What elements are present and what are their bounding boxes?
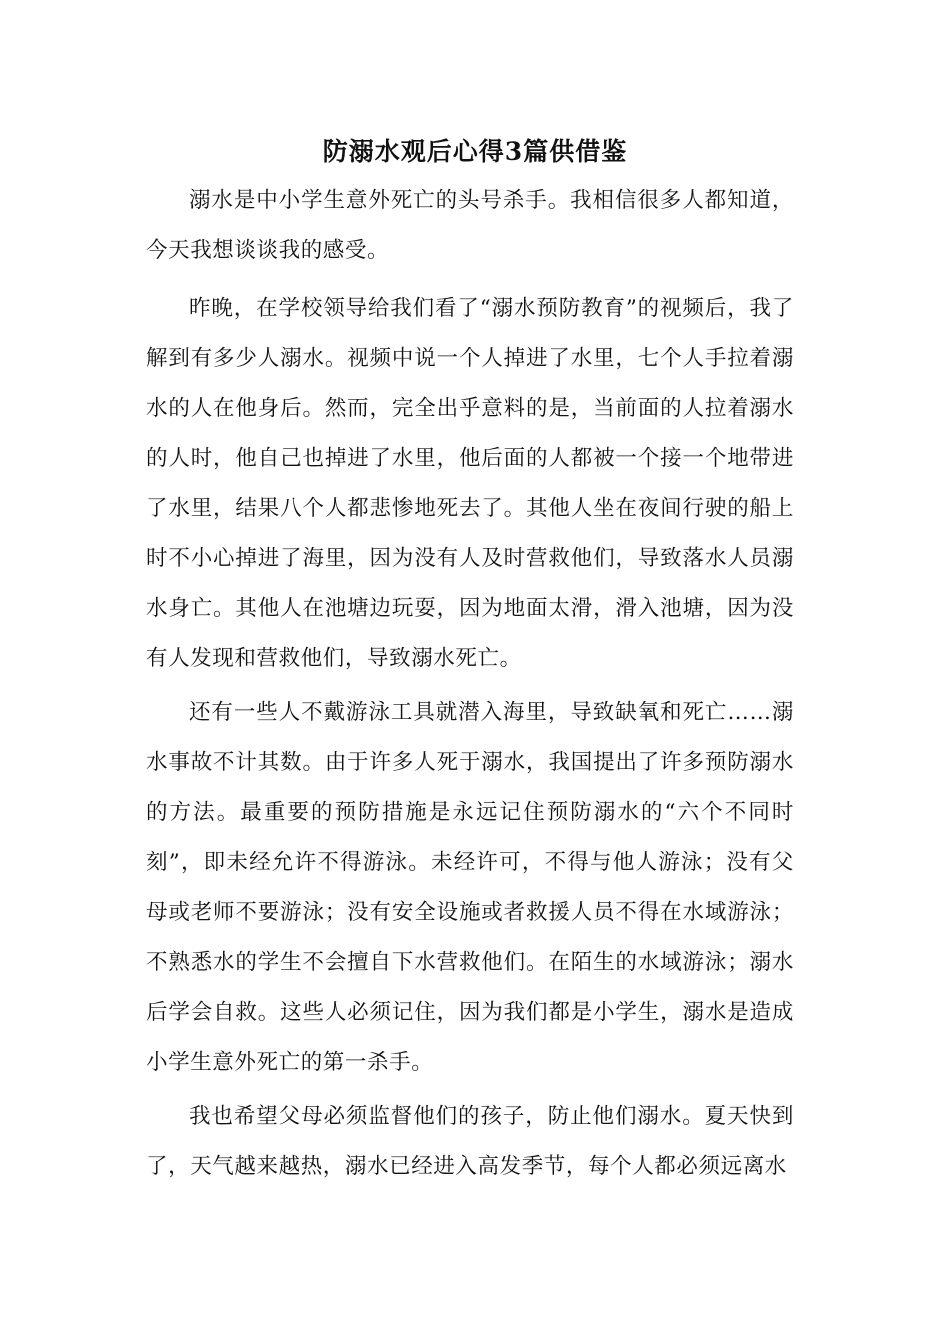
paragraph-3: 还有一些人不戴游泳工具就潜入海里，导致缺氧和死亡……溺水事故不计其数。由于许多人死于溺水，我国提出了许多预防溺水的方法。最重要的预防措施是永远记住预防溺水的“六个不同时刻”，即未经允许不得游泳。未经许可，不得与他人游泳；没有父母或老师不要游泳；没有安全设施或者救援人员不得在水域游泳；不熟悉水的学生不会擅自下水营救他们。在陌生的水域游泳；溺水后学会自救。这些人必须记住，因为我们都是小学生，溺水是造成小学生意外死亡的第一杀手。 [146, 700, 794, 1075]
document-title: 防溺水观后心得3篇供借鉴 [322, 137, 628, 166]
paragraph-4: 我也希望父母必须监督他们的孩子，防止他们溺水。夏天快到了，天气越来越热，溺水已经进入高发季节，每个人都必须远离水 [146, 1104, 794, 1179]
paragraph-2: 昨晚，在学校领导给我们看了“溺水预防教育”的视频后，我了解到有多少人溺水。视频中说一个人掉进了水里，七个人手拉着溺水的人在他身后。然而，完全出乎意料的是，当前面的人拉着溺水的人时，他自己也掉进了水里，他后面的人都被一个接一个地带进了水里，结果八个人都悲惨地死去了。其他人坐在夜间行驶的船上时不小心掉进了海里，因为没有人及时营救他们，导致落水人员溺水身亡。其他人在池塘边玩耍，因为地面太滑，滑入池塘，因为没有人发现和营救他们，导致溺水死亡。 [146, 296, 794, 671]
paragraph-1: 溺水是中小学生意外死亡的头号杀手。我相信很多人都知道，今天我想谈谈我的感受。 [146, 188, 794, 263]
